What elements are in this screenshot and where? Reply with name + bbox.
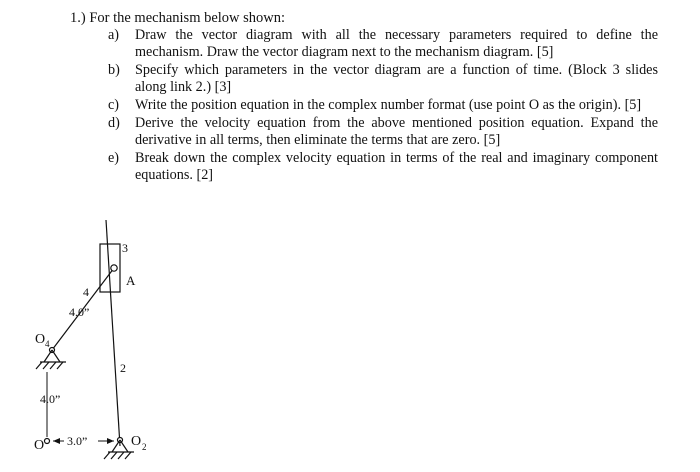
pivot-o2-subscript: 2 xyxy=(142,442,147,452)
link-4-length-label: 4.0” xyxy=(69,305,90,319)
part-d-text: Derive the velocity equation from the above mentioned position equation. Expand the derivative in all terms, then eliminate the terms that are zero. [5] xyxy=(135,115,658,148)
part-c-text: Write the position equation in the complex number format (use point O as the origin). [5] xyxy=(135,97,642,113)
part-a-label: a) xyxy=(108,27,120,43)
part-d-label: d) xyxy=(108,115,120,131)
pivot-o4-label: O xyxy=(35,332,46,347)
horizontal-dimension-label: 3.0” xyxy=(67,434,88,448)
origin-point xyxy=(45,439,50,444)
link-2 xyxy=(106,220,120,446)
part-c-label: c) xyxy=(108,97,120,113)
link-4-label: 4 xyxy=(83,285,89,299)
dimension-arrow-left-icon xyxy=(53,438,60,444)
pin-a xyxy=(111,265,117,271)
dimension-arrow-right-icon xyxy=(107,438,114,444)
pivot-o4-subscript: 4 xyxy=(45,339,50,349)
part-b-text: Specify which parameters in the vector diagram are a function of time. (Block 3 slides along link 2.) [3] xyxy=(135,62,658,95)
part-e-text: Break down the complex velocity equation in terms of the real and imaginary component equations. [2] xyxy=(135,150,658,183)
part-b-label: b) xyxy=(108,62,120,78)
pivot-o2-label: O xyxy=(131,434,142,449)
part-e-label: e) xyxy=(108,150,120,166)
link-3-label: 3 xyxy=(122,241,128,255)
part-a-text: Draw the vector diagram with all the necessary parameters required to define the mechanism. Draw the vector diagram next to the mechanism diagram. [5] xyxy=(135,27,658,60)
link-2-label: 2 xyxy=(120,361,126,375)
vertical-dimension-label: 4.0” xyxy=(40,392,61,406)
question-header: 1.) For the mechanism below shown: xyxy=(70,10,286,26)
origin-label: O xyxy=(34,438,45,453)
point-a-label: A xyxy=(126,273,136,288)
